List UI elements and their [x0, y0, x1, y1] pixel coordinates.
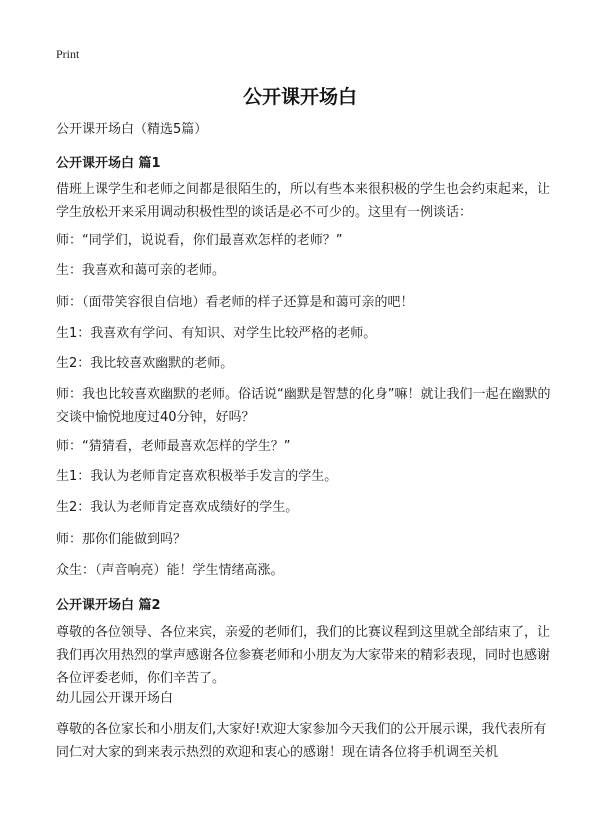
paragraph: 生2：我比较喜欢幽默的老师。: [56, 356, 234, 371]
paragraph: 生1：我认为老师肯定喜欢积极举手发言的学生。: [56, 469, 338, 484]
paragraph: 尊敬的各位家长和小朋友们,大家好!欢迎大家参加今天我们的公开展示课，我代表所有同仁对大家的到来表示热烈的欢迎和衷心的感谢！现在请各位将手机调至关机: [56, 722, 547, 760]
print-label: Print: [56, 47, 80, 61]
paragraph: 生：我喜欢和蔼可亲的老师。: [56, 263, 226, 278]
paragraph: 师：我也比较喜欢幽默的老师。俗话说“幽默是智慧的化身”嘛！就让我们一起在幽默的交谈中愉悦地度过40分钟，好吗？: [56, 387, 551, 425]
paragraph: 师：（面带笑容很自信地）看老师的样子还算是和蔼可亲的吧！: [56, 295, 414, 310]
section-heading-1: 公开课开场白 篇1: [56, 156, 161, 171]
paragraph: 师：“同学们，说说看，你们最喜欢怎样的老师？”: [56, 233, 343, 248]
paragraph: 生2：我认为老师肯定喜欢成绩好的学生。: [56, 500, 299, 515]
paragraph: 师：“猜猜看，老师最喜欢怎样的学生？”: [56, 439, 291, 454]
paragraph: 师：那你们能做到吗？: [56, 532, 187, 547]
document-title: 公开课开场白: [242, 86, 357, 108]
document-subtitle: 公开课开场白（精选5篇）: [56, 122, 208, 137]
paragraph: 幼儿园公开课开场白: [56, 691, 174, 706]
section-heading-2: 公开课开场白 篇2: [56, 598, 161, 613]
paragraph: 借班上课学生和老师之间都是很陌生的，所以有些本来很积极的学生也会约束起来，让学生放松开来采用调动积极性型的谈话是必不可少的。这里有一例谈话：: [56, 182, 551, 220]
paragraph: 众生：（声音响亮）能！学生情绪高涨。: [56, 563, 284, 578]
paragraph: 尊敬的各位领导、各位来宾，亲爱的老师们，我们的比赛议程到这里就全部结束了，让我们再次用热烈的掌声感谢各位参赛老师和小朋友为大家带来的精彩表现，同时也感谢各位评委老师，你们辛苦了。: [56, 625, 551, 686]
paragraph: 生1：我喜欢有学问、有知识、对学生比较严格的老师。: [56, 326, 377, 341]
